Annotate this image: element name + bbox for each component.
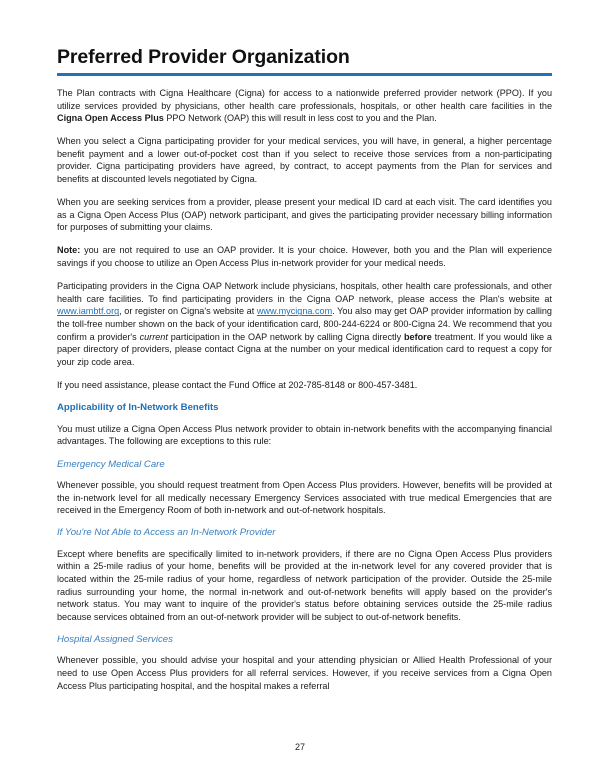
paragraph-text-cont4: treatment. If you would like a paper directory of providers, please contact Cigna at the number on your medical identification card to request a copy for your zip code area. bbox=[57, 331, 552, 367]
subheading-no-in-network-access: If You're Not Able to Access an In-Network Provider bbox=[57, 527, 276, 539]
paragraph-fund-office-contact: If you need assistance, please contact the Fund Office at 202-785-8148 or 800-457-3481. bbox=[57, 379, 418, 390]
title-divider bbox=[57, 73, 552, 76]
paragraph-participating-provider-savings: When you select a Cigna participating provider for your medical services, you will have, in general, a higher percentage benefit payment and a lower out-of-pocket cost than if you select to receive those services from a non-participating provider. Cigna participating providers have agreed, by contract, to accept payments from the Plan for services and benefits at discounted levels negotiated by Cigna. bbox=[57, 136, 552, 185]
paragraph-ppo-intro bbox=[57, 87, 552, 125]
paragraph-text-cont2: . You also may get OAP provider information by calling the toll-free number shown on the back of your identification card, 800-244-6224 or 800-Cigna 24. We recommend that you confirm a provider's bbox=[57, 306, 552, 342]
document-content bbox=[57, 46, 552, 692]
paragraph-text-cont: , or register on Cigna's website at bbox=[119, 306, 257, 317]
page-title: Preferred Provider Organization bbox=[57, 46, 350, 68]
bold-before: before bbox=[403, 331, 432, 342]
paragraph-text: The Plan contracts with Cigna Healthcare (Cigna) for access to a nationwide preferred provider network (PPO). If you utilize services provided by physicians, other health care professionals, hospitals, or other health care facilities in the bbox=[57, 88, 552, 111]
paragraph-note-oap-optional bbox=[57, 244, 552, 269]
paragraph-hospital-assigned-services: Whenever possible, you should advise your hospital and your attending physician or Allied Health Professional of your need to use Open Access Plus providers for all referral services. However, if you receive services from a Cigna Open Access Plus participating hospital, and the hospital makes a referral bbox=[57, 655, 552, 691]
link-iambtf-website[interactable]: www.iambtf.org bbox=[57, 306, 120, 317]
paragraph-emergency-medical-care: Whenever possible, you should request treatment from Open Access Plus providers. However, benefits will be provided at the in-network level for all medically necessary Emergency Services associated with true medical Emergencies that are received in the Emergency Room of both in-network and out-of-network hospitals. bbox=[57, 480, 552, 516]
link-mycigna-website[interactable]: www.mycigna.com bbox=[256, 306, 333, 317]
paragraph-text: Participating providers in the Cigna OAP Network include physicians, hospitals, other health care professionals, and other health care facilities. To find participating providers in the Cigna OAP network, please access the Plan's website at bbox=[57, 281, 552, 304]
paragraph-text-cont3: participation in the OAP network by calling Cigna directly bbox=[167, 331, 404, 342]
subheading-emergency-medical-care: Emergency Medical Care bbox=[57, 458, 165, 470]
paragraph-applicability-intro: You must utilize a Cigna Open Access Plus network provider to obtain in-network benefits with the accompanying financial advantages. The following are exceptions to this rule: bbox=[57, 423, 552, 447]
paragraph-text-cont: PPO Network (OAP) this will result in less cost to you and the Plan. bbox=[163, 113, 437, 124]
subheading-hospital-assigned-services: Hospital Assigned Services bbox=[57, 633, 173, 645]
note-label: Note: bbox=[57, 245, 81, 256]
bold-cigna-open-access-plus: Cigna Open Access Plus bbox=[57, 113, 164, 124]
section-heading-applicability: Applicability of In-Network Benefits bbox=[57, 401, 219, 413]
paragraph-id-card: When you are seeking services from a provider, please present your medical ID card at each visit. The card identifies you as a Cigna Open Access Plus (OAP) network participant, and gives the participating provider necessary billing information for purposes of submitting your claims. bbox=[57, 197, 552, 233]
note-text: you are not required to use an OAP provider. It is your choice. However, both you and the Plan will experience savings if you choose to utilize an Open Access Plus in-network provider for your medical needs. bbox=[57, 245, 552, 269]
page-number: 27 bbox=[294, 742, 305, 752]
italic-current: current bbox=[139, 331, 168, 342]
paragraph-no-in-network-access: Except where benefits are specifically limited to in-network providers, if there are no Cigna Open Access Plus providers within a 25-mile radius of your home, benefits will be provided at the in-network level for any covered provider that is located within the 25-mile radius of your home, regardless of network participation of the provider. Outside the 25-mile radius surrounding your home, the normal in-network and out-of-network benefits will apply based on the provider's network status. You may want to inquire of the provider's status before obtaining services outside the 25-mile radius because services obtained from an out-of-network provider will be subject to out-of-network benefits. bbox=[57, 548, 552, 622]
paragraph-find-providers bbox=[57, 280, 552, 368]
